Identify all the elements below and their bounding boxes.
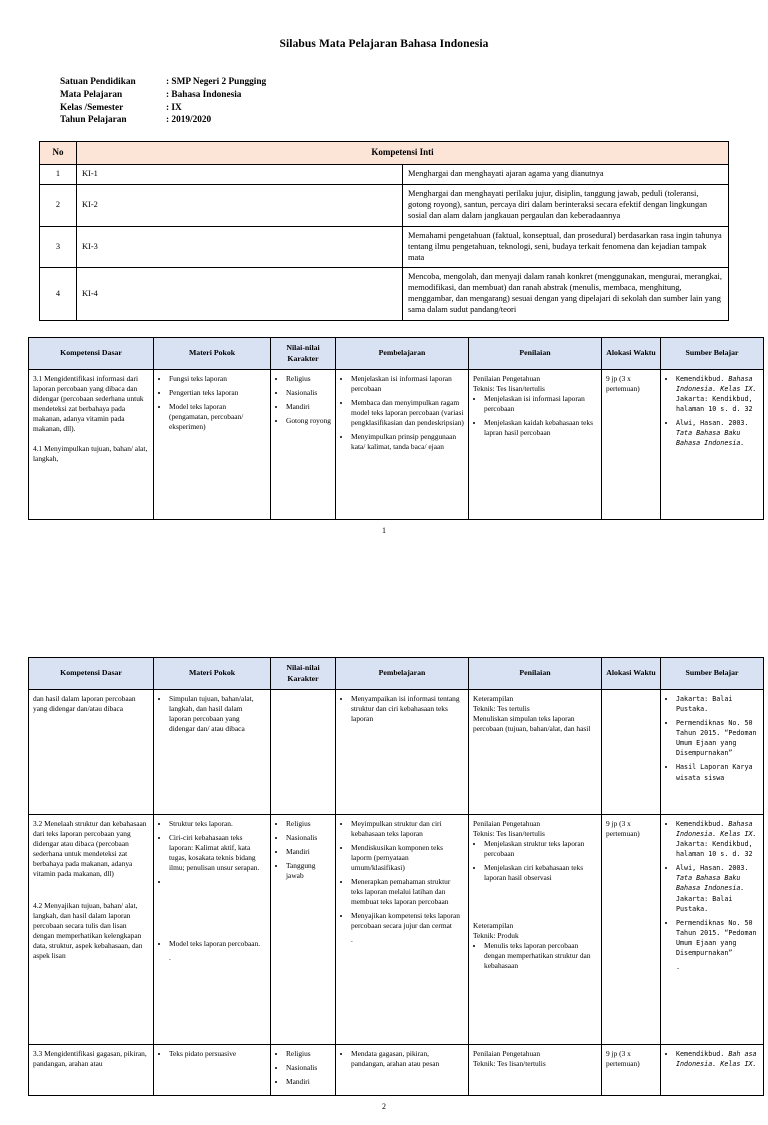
cell-alokasi-waktu [602, 690, 661, 815]
cell-sumber-belajar [661, 1045, 764, 1096]
header-kompetensi-dasar: Kompetensi Dasar [29, 338, 154, 370]
source-title: Bah asa Indonesia. Kelas IX. [676, 1050, 757, 1069]
cell-nilai-karakter [271, 815, 336, 1045]
identity-label-1: Mata Pelajaran [60, 89, 123, 100]
list-item: • Mandiri [286, 847, 331, 857]
table-row [29, 370, 764, 520]
source-tail: Jakarta: Kendikbud, halaman 10 s. d. 32 [676, 840, 753, 859]
penilaian-teknik-2: Teknik: Produk [473, 931, 519, 941]
source-title: Tata Bahasa Baku Bahasa Indonesia. [676, 429, 745, 448]
kd-text: 3.1 Mengidentifikasi informasi dari laporan percobaan yang dibaca dan didengar (percobaan sederhana untuk mendeteksi zat berbahaya pada makanan, adanya vitamin pada makanan, dll). [33, 374, 144, 434]
list-item: • Pengertian teks laporan [169, 388, 266, 398]
identity-row [60, 102, 740, 115]
cell-pembelajaran [336, 370, 469, 520]
identity-row [60, 89, 740, 102]
list-item: • Religius [286, 1049, 331, 1059]
header-alokasi-waktu: Alokasi Waktu [602, 338, 661, 370]
cell-kompetensi-dasar [29, 1045, 154, 1096]
penilaian-heading-2: Keterampilan [473, 921, 514, 931]
penilaian-teknik: Teknik: Tes tertulis [473, 704, 530, 714]
source-text: Kemendikbud. [676, 375, 729, 384]
table-row [40, 226, 729, 268]
source-title: Bahasa Indonesia. Kelas IX. [676, 820, 757, 839]
list-item: • Menjelaskan kaidah kebahasaan teks lapran hasil percobaan [484, 418, 597, 438]
kd-text: 3.3 Mengidentifikasi gagasan, pikiran, pandangan, arahan atau [33, 1049, 147, 1069]
kd-text: 4.1 Menyimpulkan tujuan, bahan/ alat, langkah, [33, 444, 148, 464]
source-text: Permendiknas No. 50 Tahun 2015. “Pedoman Umum Ejaan yang Disempurnakan” [676, 918, 757, 957]
table-row [40, 184, 729, 226]
identity-label-0: Satuan Pendidikan [60, 77, 136, 87]
list-item: • Struktur teks laporan. [169, 819, 266, 829]
cell-penilaian [469, 815, 602, 1045]
cell-nilai-karakter [271, 690, 336, 815]
table-header-row [29, 658, 764, 690]
cell-alokasi-waktu [602, 370, 661, 520]
identity-value-0: SMP Negeri 2 Pungging [171, 77, 267, 87]
cell-no: 1 [40, 165, 77, 185]
header-materi-pokok: Materi Pokok [154, 658, 271, 690]
identity-label-2: Kelas /Semester [60, 102, 124, 113]
identity-sep-3: : [166, 115, 172, 126]
cell-materi-pokok [154, 1045, 271, 1096]
header-pembelajaran: Pembelajaran [336, 338, 469, 370]
penilaian-teknik: Teknis: Tes lisan/tertulis [473, 829, 545, 839]
cell-materi-pokok [154, 370, 271, 520]
cell-ki-code: KI-4 [77, 268, 403, 321]
cell-sumber-belajar [661, 370, 764, 520]
penilaian-heading: Penilaian Pengetahuan [473, 374, 541, 384]
header-nilai-karakter: Nilai-nilai Karakter [271, 338, 336, 370]
header-materi-pokok: Materi Pokok [154, 338, 271, 370]
list-item: • Menerapkan pemahaman struktur teks laporan melalui latihan dan membuat teks laporan percobaan [351, 877, 464, 907]
list-item: • Religius [286, 819, 331, 829]
kd-text: 4.2 Menyajikan tujuan, bahan/ alat, langkah, dan hasil dalam laporan percobaan secara tulis dan lisan dengan memperhatikan kelengkapan data, struktur, aspek kebahasaan, dan aspek lisan [33, 901, 143, 961]
list-item: • Menjelaskan isi informasi laporan percobaan [484, 394, 597, 414]
identity-label-3: Tahun Pelajaran [60, 115, 127, 126]
cell-nilai-karakter [271, 1045, 336, 1096]
cell-no: 2 [40, 184, 77, 226]
kd-text: dan hasil dalam laporan percobaan yang didengar dan/atau dibaca [33, 694, 136, 714]
penilaian-heading: Keterampilan [473, 694, 514, 704]
table-row [40, 165, 729, 185]
list-item: • Model teks laporan (pengamatan, percobaan/ eksperimen) [169, 402, 266, 432]
list-item: • Model teks laporan percobaan. [169, 939, 266, 949]
header-no: No [40, 142, 77, 165]
list-item [676, 819, 759, 859]
list-item: • Hasil Laporan Karya wisata siswa [676, 762, 759, 782]
header-penilaian: Penilaian [469, 338, 602, 370]
source-text: Alwi, Hasan. 2003. [676, 419, 749, 428]
table-header-row [29, 338, 764, 370]
cell-kompetensi-dasar [29, 815, 154, 1045]
list-item: • Simpulan tujuan, bahan/alat, langkah, dan hasil dalam laporan percobaan yang didengar dan/ atau dibaca [169, 694, 266, 734]
header-nilai-karakter: Nilai-nilai Karakter [271, 658, 336, 690]
list-item: • Mandiri [286, 402, 331, 412]
list-item: • Fungsi teks laporan [169, 374, 266, 384]
identity-row [60, 114, 740, 127]
list-item: • Menyimpulkan prinsip penggunaan kata/ kalimat, tanda baca/ ejaan [351, 432, 464, 452]
list-item [676, 918, 759, 958]
list-item: • Ciri-ciri kebahasaan teks laporan: Kalimat aktif, kata tugas, kosakata teknis bidang ilmu; penulisan unsur serapan. [169, 833, 266, 873]
cell-ki-code: KI-2 [77, 184, 403, 226]
identity-sep-2: : [166, 102, 172, 113]
cell-penilaian [469, 690, 602, 815]
kompetensi-inti-table [39, 141, 729, 321]
cell-penilaian [469, 1045, 602, 1096]
list-item: • Teks pidato persuasive [169, 1049, 266, 1059]
header-kompetensi-dasar: Kompetensi Dasar [29, 658, 154, 690]
list-item: • Permendiknas No. 50 Tahun 2015. “Pedoman Umum Ejaan yang Disempurnakan” [676, 718, 759, 758]
page-title: Silabus Mata Pelajaran Bahasa Indonesia [279, 38, 489, 50]
list-item: • Menyampaikan isi informasi tentang struktur dan ciri kebahasaan teks laporan [351, 694, 464, 724]
table-row [29, 815, 764, 1045]
list-item: • Membaca dan menyimpulkan ragam model teks laporan percobaan (variasi pengklasifikasian dan pendeskripsian) [351, 398, 464, 428]
penilaian-teknik: Teknik: Tes lisan/tertulis [473, 1059, 546, 1069]
source-text: Alwi, Hasan. 2003. [676, 864, 749, 873]
list-item: • Mendata gagasan, pikiran, pandangan, arahan atau pesan [351, 1049, 464, 1069]
list-item [169, 877, 266, 887]
cell-no: 3 [40, 226, 77, 268]
table-row [29, 1045, 764, 1096]
table-row [40, 268, 729, 321]
kd-text: 3.2 Menelaah struktur dan kebahasaan dari teks laporan percobaan yang didengar atau dibaca (percobaan sederhana untuk mendeteksi zat berbahaya pada makanan, adanya vitamin pada makanan, dll) [33, 819, 147, 879]
identity-sep-0: : [166, 77, 172, 87]
cell-materi-pokok [154, 690, 271, 815]
cell-pembelajaran: • Meyimpulkan struktur dan ciri kebahasaan teks laporan • Mendiskusikan komponen teks laporm (pernyataan umum/klasifikasi) • Menerapkan pemahaman struktur teks laporan melalui latihan dan membuat teks laporan percobaan • Menyajikan kompetensi teks laporan percobaan secara jujur dan cermat . [336, 815, 469, 1045]
header-sumber-belajar: Sumber Belajar [661, 338, 764, 370]
list-item: • Menulis teks laporan percobaan dengan memperhatikan struktur dan kebahasaan [484, 941, 597, 971]
penilaian-heading: Penilaian Pengetahuan [473, 1049, 541, 1059]
table-header-row [40, 142, 729, 165]
header-penilaian: Penilaian [469, 658, 602, 690]
cell-alokasi-waktu [602, 1045, 661, 1096]
list-item: • Menjelaskan ciri kebahasaan teks laporan hasil observasi [484, 863, 597, 883]
cell-no: 4 [40, 268, 77, 321]
list-item [676, 1049, 759, 1069]
penilaian-heading: Penilaian Pengetahuan [473, 819, 541, 829]
page-2 [0, 595, 768, 1125]
identity-value-1: Bahasa Indonesia [171, 89, 242, 100]
header-sumber-belajar: Sumber Belajar [661, 658, 764, 690]
list-item: • Mandiri [286, 1077, 331, 1087]
cell-kompetensi-dasar [29, 690, 154, 815]
cell-ki-code: KI-1 [77, 165, 403, 185]
cell-penilaian [469, 370, 602, 520]
source-text: Kemendikbud. [676, 1050, 729, 1059]
identity-value-3: 2019/2020 [171, 115, 212, 126]
header-kompetensi-inti: Kompetensi Inti [77, 142, 729, 165]
identity-value-2: IX [171, 102, 182, 113]
list-item [676, 418, 759, 448]
identity-row [60, 76, 740, 89]
cell-sumber-belajar: • Kemendikbud. Bahasa Indonesia. Kelas IX. Jakarta: Kendikbud, halaman 10 s. d. 32 • Alwi, Hasan. 2003. Tata Bahasa Baku Bahasa Indonesia. Jakarta: Balai Pustaka. • Permendiknas No. 50 Tahun 2015. “Pedoman Umum Ejaan yang Disempurnakan” . [661, 815, 764, 1045]
cell-alokasi-waktu [602, 815, 661, 1045]
cell-kompetensi-dasar [29, 370, 154, 520]
list-item: • Menjelaskan isi informasi laporan percobaan [351, 374, 464, 394]
cell-ki-desc: Memahami pengetahuan (faktual, konseptual, dan prosedural) berdasarkan rasa ingin tahunya tentang ilmu pengetahuan, teknologi, seni, budaya terkait fenomena dan kejadian tampak mata [403, 226, 729, 268]
cell-pembelajaran [336, 690, 469, 815]
page-break-spacer [0, 535, 768, 595]
header-alokasi-waktu: Alokasi Waktu [602, 658, 661, 690]
penilaian-detail: Menuliskan simpulan teks laporan percobaan (tujuan, bahan/alat, dan hasil [473, 714, 591, 734]
table-row [29, 690, 764, 815]
list-item: • Gotong royong [286, 416, 331, 426]
source-tail: Jakarta: Kendikbud, halaman 10 s. d. 32 [676, 395, 753, 414]
alokasi-waktu-text: 9 jp (3 x pertemuan) [606, 1049, 640, 1069]
list-item: • Nasionalis [286, 1063, 331, 1073]
page-number-2: 2 [382, 1102, 386, 1112]
page-1 [0, 0, 768, 535]
cell-ki-desc: Mencoba, mengolah, dan menyaji dalam ranah konkret (menggunakan, mengurai, merangkai, memodifikasi, dan membuat) dan ranah abstrak (menulis, membaca, menghitung, menggambar, dan mengarang) sesuai dengan yang dipelajari di sekolah dan sumber lain yang sama dalam sudut pandang/teori [403, 268, 729, 321]
source-title: Tata Bahasa Baku Bahasa Indonesia. [676, 874, 745, 893]
silabus-table-page2 [28, 657, 764, 1096]
list-item: • Jakarta: Balai Pustaka. [676, 694, 759, 714]
list-item: • Mendiskusikan komponen teks laporm (pernyataan umum/klasifikasi) [351, 843, 464, 873]
page-number-1: 1 [382, 526, 386, 536]
list-item: • Meyimpulkan struktur dan ciri kebahasaan teks laporan [351, 819, 464, 839]
alokasi-waktu-text: 9 jp (3 x pertemuan) [606, 819, 640, 839]
header-pembelajaran: Pembelajaran [336, 658, 469, 690]
cell-nilai-karakter [271, 370, 336, 520]
source-tail: Jakarta: Balai Pustaka. [676, 894, 733, 913]
list-item [676, 374, 759, 414]
cell-materi-pokok: • Struktur teks laporan. • Ciri-ciri kebahasaan teks laporan: Kalimat aktif, kata tugas, kosakata teknis bidang ilmu; penulisan unsur serapan. • • Model teks laporan percobaan. . [154, 815, 271, 1045]
cell-ki-code: KI-3 [77, 226, 403, 268]
list-item: • Religius [286, 374, 331, 384]
list-item [676, 863, 759, 913]
identity-sep-1: : [166, 89, 172, 100]
list-item: • Menyajikan kompetensi teks laporan percobaan secara jujur dan cermat [351, 911, 464, 931]
document-identity [60, 76, 740, 127]
list-item: • Nasionalis [286, 388, 331, 398]
penilaian-teknik: Teknis: Tes lisan/tertulis [473, 384, 545, 394]
alokasi-waktu-text: 9 jp (3 x pertemuan) [606, 374, 640, 394]
cell-ki-desc: Menghargai dan menghayati ajaran agama yang dianutnya [403, 165, 729, 185]
source-text: Kemendikbud. [676, 820, 729, 829]
source-title: Bahasa Indonesia. Kelas IX. [676, 375, 757, 394]
list-item: • Nasionalis [286, 833, 331, 843]
silabus-table-page1 [28, 337, 764, 520]
cell-ki-desc: Menghargai dan menghayati perilaku jujur, disiplin, tanggung jawab, peduli (toleransi, gotong royong), santun, percaya diri dalam berinteraksi secara efektif dengan lingkungan sosial dan alam dalam jangkauan pergaulan dan keberadaannya [403, 184, 729, 226]
list-item: • Tanggung jawab [286, 861, 331, 881]
cell-sumber-belajar [661, 690, 764, 815]
list-item: • Menjelaskan struktur teks laporan percobaan [484, 839, 597, 859]
cell-pembelajaran [336, 1045, 469, 1096]
